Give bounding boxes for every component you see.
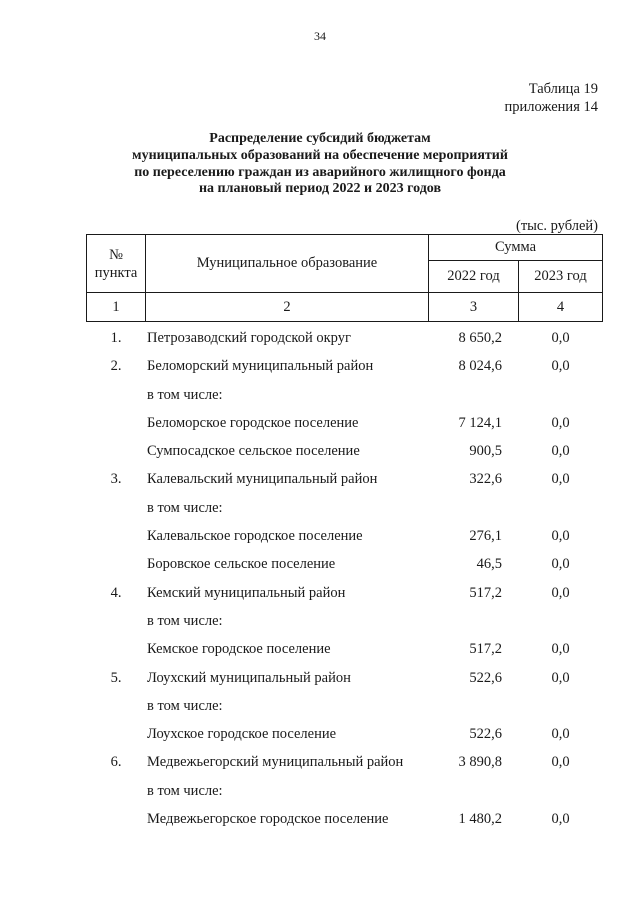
- header-year-2023: 2023 год: [519, 261, 603, 293]
- row-value-2022: 46,5: [476, 556, 502, 573]
- row-value-2022: 3 890,8: [458, 754, 502, 771]
- table-reference: [505, 80, 598, 116]
- row-value-2023: 0,0: [551, 556, 570, 573]
- row-value-2023: 0,0: [551, 669, 570, 686]
- row-value-2023: 0,0: [551, 330, 570, 346]
- title-line: Распределение субсидий бюджетам: [209, 131, 431, 146]
- row-municipality: Боровское сельское поселение: [147, 556, 336, 573]
- row-municipality: Калевальский муниципальный район: [147, 471, 378, 488]
- header-sum: Сумма: [429, 235, 603, 261]
- table-row: [86, 720, 602, 748]
- row-value-2023: 0,0: [551, 584, 570, 601]
- table-row: [86, 550, 602, 578]
- row-number: 6.: [110, 754, 122, 771]
- header-index-4: 4: [519, 293, 603, 322]
- row-municipality: Беломорский муниципальный район: [147, 358, 374, 375]
- row-value-2023: 0,0: [551, 641, 570, 658]
- title-line: муниципальных образований на обеспечение мероприятий: [132, 147, 508, 163]
- row-municipality: Лоухский муниципальный район: [147, 669, 351, 686]
- row-value-2023: 0,0: [551, 443, 570, 460]
- row-municipality: в том числе:: [147, 782, 223, 799]
- row-municipality: Петрозаводский городской округ: [147, 330, 351, 346]
- table-row: [86, 494, 602, 522]
- row-municipality: в том числе:: [147, 386, 223, 403]
- row-municipality: Кемский муниципальный район: [147, 584, 346, 601]
- row-municipality: Сумпосадское сельское поселение: [147, 443, 360, 460]
- table-row: [86, 664, 602, 692]
- row-number: 2.: [110, 358, 122, 375]
- table-row: [86, 692, 602, 720]
- table-row: [86, 465, 602, 493]
- table-row: [86, 409, 602, 437]
- row-value-2022: 7 124,1: [458, 414, 502, 431]
- table-header: [86, 234, 603, 322]
- header-municipality: Муниципальное образование: [146, 235, 429, 293]
- title-line: на плановый период 2022 и 2023 годов: [198, 181, 442, 197]
- table-row: [86, 748, 602, 776]
- units-note: (тыс. рублей): [516, 218, 598, 234]
- table-row: [86, 381, 602, 409]
- table-row: [86, 352, 602, 380]
- row-municipality: Беломорское городское поселение: [147, 414, 359, 431]
- title-line: по переселению граждан из аварийного жилищного фонда: [134, 164, 506, 180]
- row-value-2023: 0,0: [551, 358, 570, 375]
- table-row: [86, 635, 602, 663]
- table-body: [86, 324, 602, 833]
- table-label: Таблица 19: [528, 81, 598, 97]
- row-value-2022: 276,1: [469, 528, 502, 545]
- row-value-2023: 0,0: [551, 528, 570, 545]
- header-year-2022: 2022 год: [429, 261, 519, 293]
- table-row: [86, 777, 602, 805]
- row-value-2023: 0,0: [551, 754, 570, 771]
- row-value-2022: 900,5: [469, 443, 502, 460]
- row-value-2023: 0,0: [551, 726, 570, 743]
- row-value-2022: 1 480,2: [458, 811, 502, 828]
- header-index-3: 3: [429, 293, 519, 322]
- document-title: [40, 131, 600, 198]
- appendix-label: приложения 14: [504, 99, 598, 115]
- header-index-2: 2: [146, 293, 429, 322]
- row-value-2022: 517,2: [469, 584, 502, 601]
- header-index-1: 1: [87, 293, 146, 322]
- row-municipality: Лоухское городское поселение: [147, 726, 337, 743]
- row-value-2023: 0,0: [551, 471, 570, 488]
- row-municipality: в том числе:: [147, 697, 223, 714]
- row-number: 5.: [110, 669, 122, 686]
- row-municipality: в том числе:: [147, 612, 223, 629]
- row-number: 1.: [110, 330, 122, 346]
- row-number: 4.: [110, 584, 122, 601]
- row-value-2022: 517,2: [469, 641, 502, 658]
- header-number: № пункта: [87, 235, 146, 293]
- page-number: 34: [314, 29, 326, 43]
- row-municipality: Медвежьегорский муниципальный район: [147, 754, 404, 771]
- row-municipality: Медвежьегорское городское поселение: [147, 811, 389, 828]
- row-value-2022: 8 024,6: [458, 358, 502, 375]
- row-value-2022: 522,6: [469, 669, 502, 686]
- row-value-2023: 0,0: [551, 811, 570, 828]
- row-municipality: в том числе:: [147, 499, 223, 516]
- row-number: 3.: [110, 471, 122, 488]
- row-value-2022: 8 650,2: [458, 330, 502, 346]
- row-value-2023: 0,0: [551, 414, 570, 431]
- table-row: [86, 324, 602, 352]
- table-row: [86, 805, 602, 833]
- table-row: [86, 579, 602, 607]
- row-value-2022: 522,6: [469, 726, 502, 743]
- table-row: [86, 522, 602, 550]
- table-row: [86, 607, 602, 635]
- row-municipality: Кемское городское поселение: [147, 641, 331, 658]
- table-row: [86, 437, 602, 465]
- row-value-2022: 322,6: [469, 471, 502, 488]
- row-municipality: Калевальское городское поселение: [147, 528, 363, 545]
